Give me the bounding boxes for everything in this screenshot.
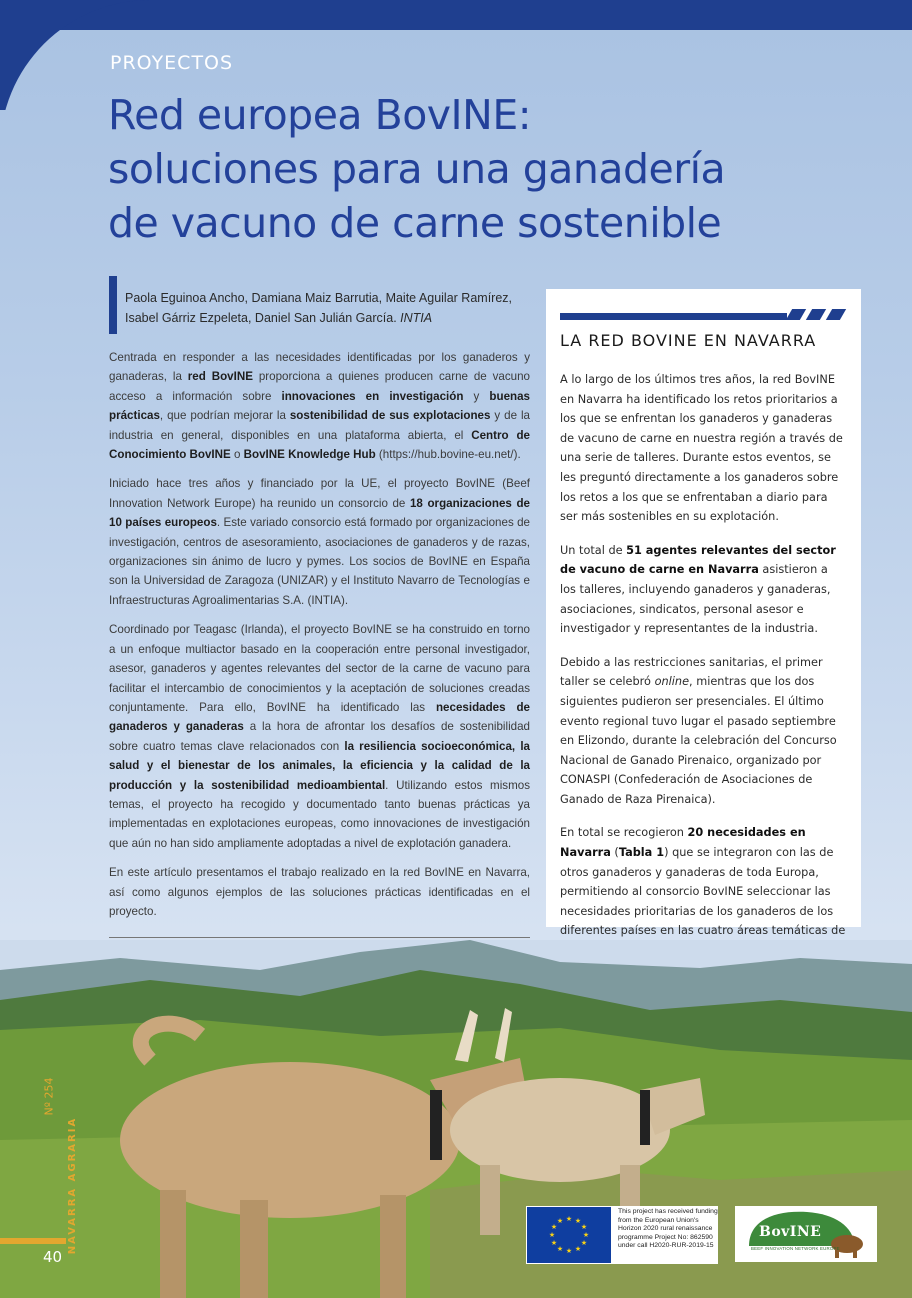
bold-run: 18 organizaciones de 10 países europeos (109, 496, 530, 530)
magazine-name: NAVARRA AGRARIA (67, 1116, 79, 1255)
svg-text:★: ★ (548, 1231, 556, 1239)
svg-text:★: ★ (556, 1245, 564, 1253)
stripe-line (560, 313, 787, 320)
eu-flag-icon (527, 1207, 611, 1263)
bold-run: Centro de Conocimiento BovINE (109, 428, 530, 462)
bold-run: necesidades de ganaderos y ganaderas (109, 700, 530, 734)
text-run: Coordinado por Teagasc (Irlanda), el proyecto BovINE se ha construido en torno a un enfoque multiactor basado en la cooperación entre personal investigador, asesor, ganaderos y agentes relevantes del sector de la carne de vacuno para facilitar el intercambio de conocimientos y la aceptación de soluciones creadas conjuntamente. Para ello, BovINE ha identificado las (109, 623, 530, 714)
text-run: Iniciado hace tres años y financiado por la UE, el proyecto BovINE (Beef Innovation Network Europe) ha reunido un consorcio de (109, 477, 530, 510)
title-line-1: Red europea BovINE: (108, 91, 532, 139)
title-line-3: de vacuno de carne sostenible (108, 199, 722, 247)
bovine-logo (735, 1206, 877, 1262)
sidebar-paragraph-3 (560, 653, 847, 810)
svg-text:★: ★ (580, 1223, 588, 1231)
svg-text:★: ★ (550, 1223, 558, 1231)
eu-funding-text: This project has received funding from the European Union's Horizon 2020 rural renaissance programme Project No: 862590 under call H2020-RUR-2019-15 (618, 1208, 718, 1250)
stripe-slash (826, 309, 846, 320)
bovine-logo-tagline: BEEF INNOVATION NETWORK EUROPE (751, 1246, 840, 1251)
hub-link[interactable]: (https://hub.bovine-eu.net/). (375, 448, 521, 462)
text-run: asistieron a los talleres, incluyendo ganaderos y ganaderas, asociaciones, sindicatos, personal asesor e investigador y representantes de la industria. (560, 563, 831, 636)
svg-text:★: ★ (565, 1247, 573, 1255)
authors (125, 288, 535, 328)
svg-text:★: ★ (574, 1245, 582, 1253)
text-run: En total se recogieron (560, 826, 688, 840)
bold-run: buenas prácticas (109, 389, 530, 423)
text-run: . Este variado consorcio está formado por organizaciones de investigación, centros de asesoramiento, asociaciones de ganaderos y de razas, organizaciones sin ánimo de lucro y pymes. Los socios de BovINE en España son la Universidad de Zaragoza (UNIZAR) y el Instituto Navarro de Tecnologías e Infraestructuras Agroalimentarias S.A. (INTIA). (109, 516, 531, 607)
sidebar-box (546, 289, 861, 938)
svg-text:★: ★ (565, 1215, 573, 1223)
bold-run: la resiliencia socioeconómica, la salud y el bienestar de los animales, la eficiencia y la calidad de la producción y la sostenibilidad medioambiental (109, 739, 530, 792)
title-line-2: soluciones para una ganadería (108, 145, 726, 193)
magazine-vertical-label (42, 1070, 79, 1255)
main-paragraph-3 (109, 620, 530, 853)
main-article-text (109, 348, 530, 931)
section-label: PROYECTOS (110, 52, 234, 74)
italic-run: online (654, 675, 690, 689)
bold-run: sostenibilidad de sus explotaciones (289, 409, 491, 423)
bold-run: 51 agentes relevantes del sector de vacuno de carne en Navarra (560, 543, 836, 577)
text-run: , mientras que los dos siguientes pudieron ser presenciales. El último evento regional tuvo lugar el pasado septiembre en Elizondo, durante la celebración del Concurso Nacional de Ganado Pirenaico, organizado por CONASPI (Confederación de Asociaciones de Ganado de Raza Pirenaica). (560, 675, 837, 806)
main-paragraph-4: En este artículo presentamos el trabajo realizado en la red BovINE en Navarra, así como algunos ejemplos de las soluciones prácticas identificadas en el proyecto. (109, 866, 530, 918)
text-run: Un total de (560, 543, 627, 557)
table-reference: Tabla 1 (618, 846, 665, 860)
svg-text:★: ★ (582, 1231, 590, 1239)
svg-text:★: ★ (574, 1217, 582, 1225)
sidebar-stripe (560, 299, 847, 323)
bold-run: BovINE Knowledge Hub (243, 448, 376, 462)
eu-funding-box (526, 1206, 718, 1264)
text-run: Debido a las restricciones sanitarias, el primer taller se celebró (560, 655, 823, 689)
sidebar-paragraph-2 (560, 541, 847, 639)
svg-text:★: ★ (556, 1217, 564, 1225)
svg-text:★: ★ (550, 1239, 558, 1247)
bold-run: red BovINE (187, 370, 253, 384)
text-run: Centrada en responder a las necesidades identificadas por los ganaderos y ganaderas, la (109, 351, 530, 384)
stripe-slash (786, 309, 806, 320)
text-run: , que podrían mejorar la (159, 409, 290, 423)
main-text-rule (109, 937, 530, 938)
page-number-bar (0, 1238, 66, 1244)
text-run: ( (610, 846, 619, 860)
article-title (108, 88, 828, 250)
issue-number: Nº 254 (42, 1077, 56, 1116)
main-paragraph-1 (109, 348, 530, 464)
text-run: o (230, 448, 244, 462)
text-run: y (463, 389, 490, 403)
bovine-logo-name: BovINE (759, 1224, 822, 1240)
bold-run: 20 necesidades en Navarra (560, 826, 806, 860)
main-paragraph-2 (109, 474, 530, 610)
bold-run: innovaciones en investigación (281, 389, 464, 403)
text-run: proporciona a quienes producen carne de vacuno acceso a información sobre (109, 370, 531, 403)
text-run: . Utilizando estos mismos temas, el proyecto ha recogido y documentado tanto buenas prácticas ya implementadas en explotaciones europeas, como innovaciones de investigación que aún no han sido ampliamente adoptadas a nivel de explotación ganadera. (109, 778, 530, 850)
sidebar-paragraph-1: A lo largo de los últimos tres años, la red BovINE en Navarra ha identificado los retos prioritarios a los que se enfrentan los ganaderos y ganaderas de vacuno de carne en nuestra región a través de una serie de talleres. Durante estos eventos, se les preguntó directamente a los ganaderos sobre los retos a los que se enfrentaban a diario para ser más sostenibles en su explotación. (560, 373, 843, 524)
stripe-slash (806, 309, 826, 320)
author-names: Paola Eguinoa Ancho, Damiana Maiz Barrutia, Maite Aguilar Ramírez, Isabel Gárriz Ezpeleta, Daniel San Julián García. (125, 291, 512, 325)
text-run: y de la industria en general, disponibles en una plataforma abierta, el (109, 409, 530, 442)
svg-text:★: ★ (580, 1239, 588, 1247)
authors-accent-bar (109, 276, 117, 334)
text-run: a la hora de afrontar los desafíos de sostenibilidad sobre cuatro temas clave relacionados con (109, 720, 530, 753)
page-number: 40 (43, 1248, 63, 1266)
author-org: INTIA (400, 311, 433, 325)
sidebar-heading: LA RED BOVINE EN NAVARRA (560, 331, 817, 350)
text-run: ) que se integraron con las de otros ganaderos y ganaderas de toda Europa, permitiendo al consorcio BovINE seleccionar las necesidades prioritarias de los ganaderos de los diferentes países en las cuatro áreas temáticas de (560, 846, 846, 938)
